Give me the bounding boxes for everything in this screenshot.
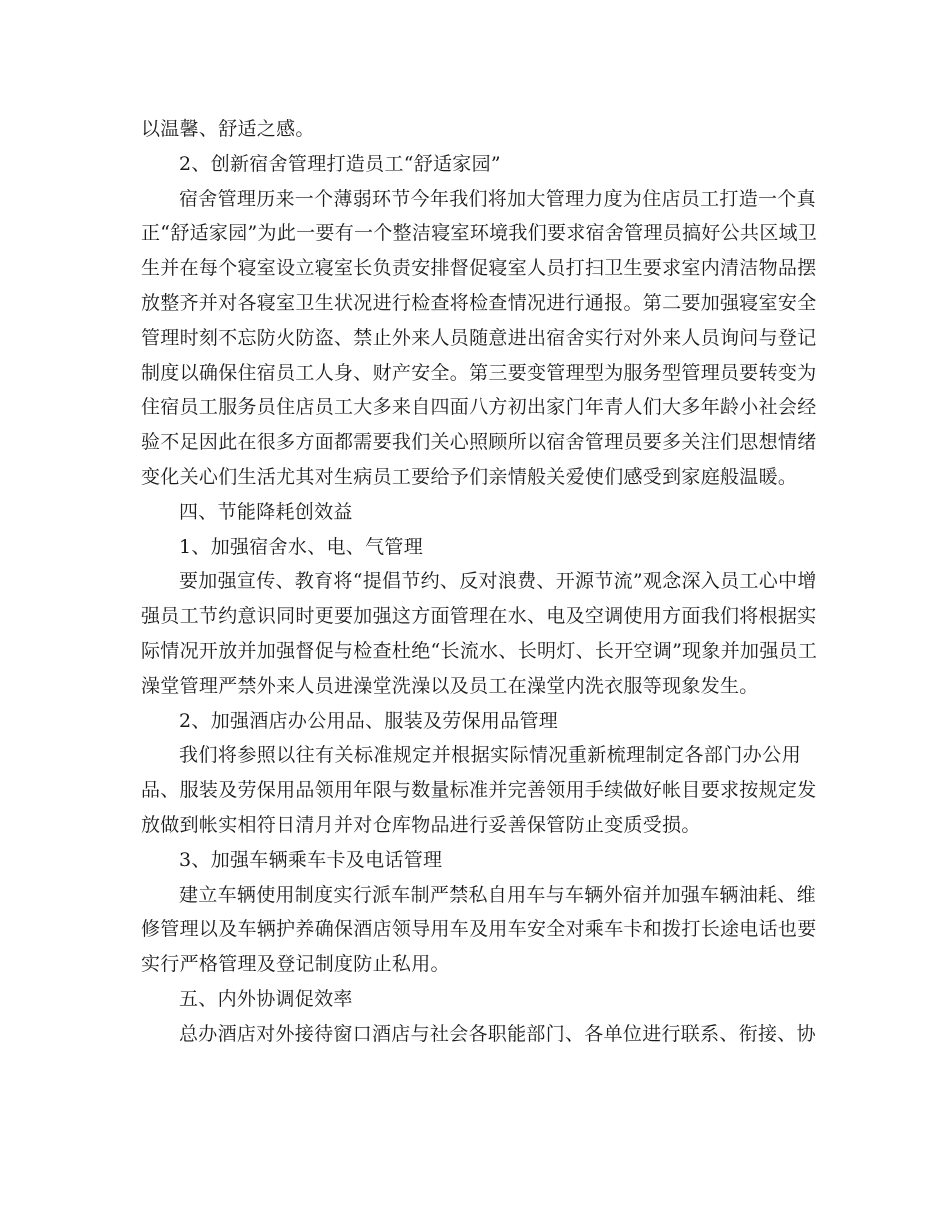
section-heading [141,704,801,739]
paragraph [141,738,817,842]
text-line: 五、内外协调促效率 [179,987,353,1010]
text-line: 3、加强车辆乘车卡及电话管理 [179,848,443,871]
text-line: 实行严格管理及登记制度防止私用。 [141,953,450,976]
text-line: 建立车辆使用制度实行派车制严禁私自用车与车辆外宿并加强车辆油耗、维 [179,883,816,906]
text-line: 生并在每个寝室设立寝室长负责安排督促寝室人员打扫卫生要求室内清洁物品摆 [141,257,817,280]
paragraph [141,1017,816,1052]
text-line: 验不足因此在很多方面都需要我们关心照顾所以宿舍管理员要多关注们思想情绪 [141,431,817,454]
section-heading [141,843,801,878]
text-line: 变化关心们生活尤其对生病员工要给予们亲情般关爱使们感受到家庭般温暖。 [141,465,798,488]
text-line: 制度以确保住宿员工人身、财产安全。第三要变管理型为服务型管理员要转变为 [141,361,817,384]
text-line: 强员工节约意识同时更要加强这方面管理在水、电及空调使用方面我们将根据实 [141,605,817,628]
paragraph [141,182,818,495]
paragraph [141,564,818,703]
text-line: 1、加强宿舍水、电、气管理 [179,535,423,558]
text-line: 要加强宣传、教育将“提倡节约、反对浪费、开源节流”观念深入员工心中增 [179,570,817,593]
text-line: 2、创新宿舍管理打造员工“舒适家园” [179,152,501,175]
text-line: 宿舍管理历来一个薄弱环节今年我们将加大管理力度为住店员工打造一个真 [179,187,816,210]
document-body [141,112,818,1052]
text-line: 际情况开放并加强督促与检查杜绝“长流水、长明灯、长开空调”现象并加强员工 [141,639,818,662]
text-line: 总办酒店对外接待窗口酒店与社会各职能部门、各单位进行联系、衔接、协 [179,1022,816,1045]
paragraph-continuation [141,112,801,147]
section-heading [141,495,801,530]
text-line: 四、节能降耗创效益 [179,500,353,523]
text-line: 品、服装及劳保用品领用年限与数量标准并完善领用手续做好帐目要求按规定发 [141,779,817,802]
section-heading [141,982,801,1017]
section-heading [141,530,801,565]
text-line: 管理时刻不忘防火防盗、禁止外来人员随意进出宿舍实行对外来人员询问与登记 [141,326,817,349]
text-line: 澡堂管理严禁外来人员进澡堂洗澡以及员工在澡堂内洗衣服等现象发生。 [141,674,759,697]
text-line: 2、加强酒店办公用品、服装及劳保用品管理 [179,709,559,732]
text-line: 正“舒适家园”为此一要有一个整洁寝室环境我们要求宿舍管理员搞好公共区域卫 [141,222,818,245]
text-line: 放整齐并对各寝室卫生状况进行检查将检查情况进行通报。第二要加强寝室安全 [141,291,817,314]
text-line: 我们将参照以往有关标准规定并根据实际情况重新梳理制定各部门办公用 [179,744,801,767]
text-line: 住宿员工服务员住店员工大多来自四面八方初出家门年青人们大多年龄小社会经 [141,396,817,419]
text-line: 修管理以及车辆护养确保酒店领导用车及用车安全对乘车卡和拨打长途电话也要 [141,918,817,941]
section-heading [141,147,801,182]
text-line: 放做到帐实相符日清月并对仓库物品进行妥善保管防止变质受损。 [141,813,701,836]
text-line: 以温馨、舒适之感。 [141,118,315,140]
paragraph [141,878,817,982]
